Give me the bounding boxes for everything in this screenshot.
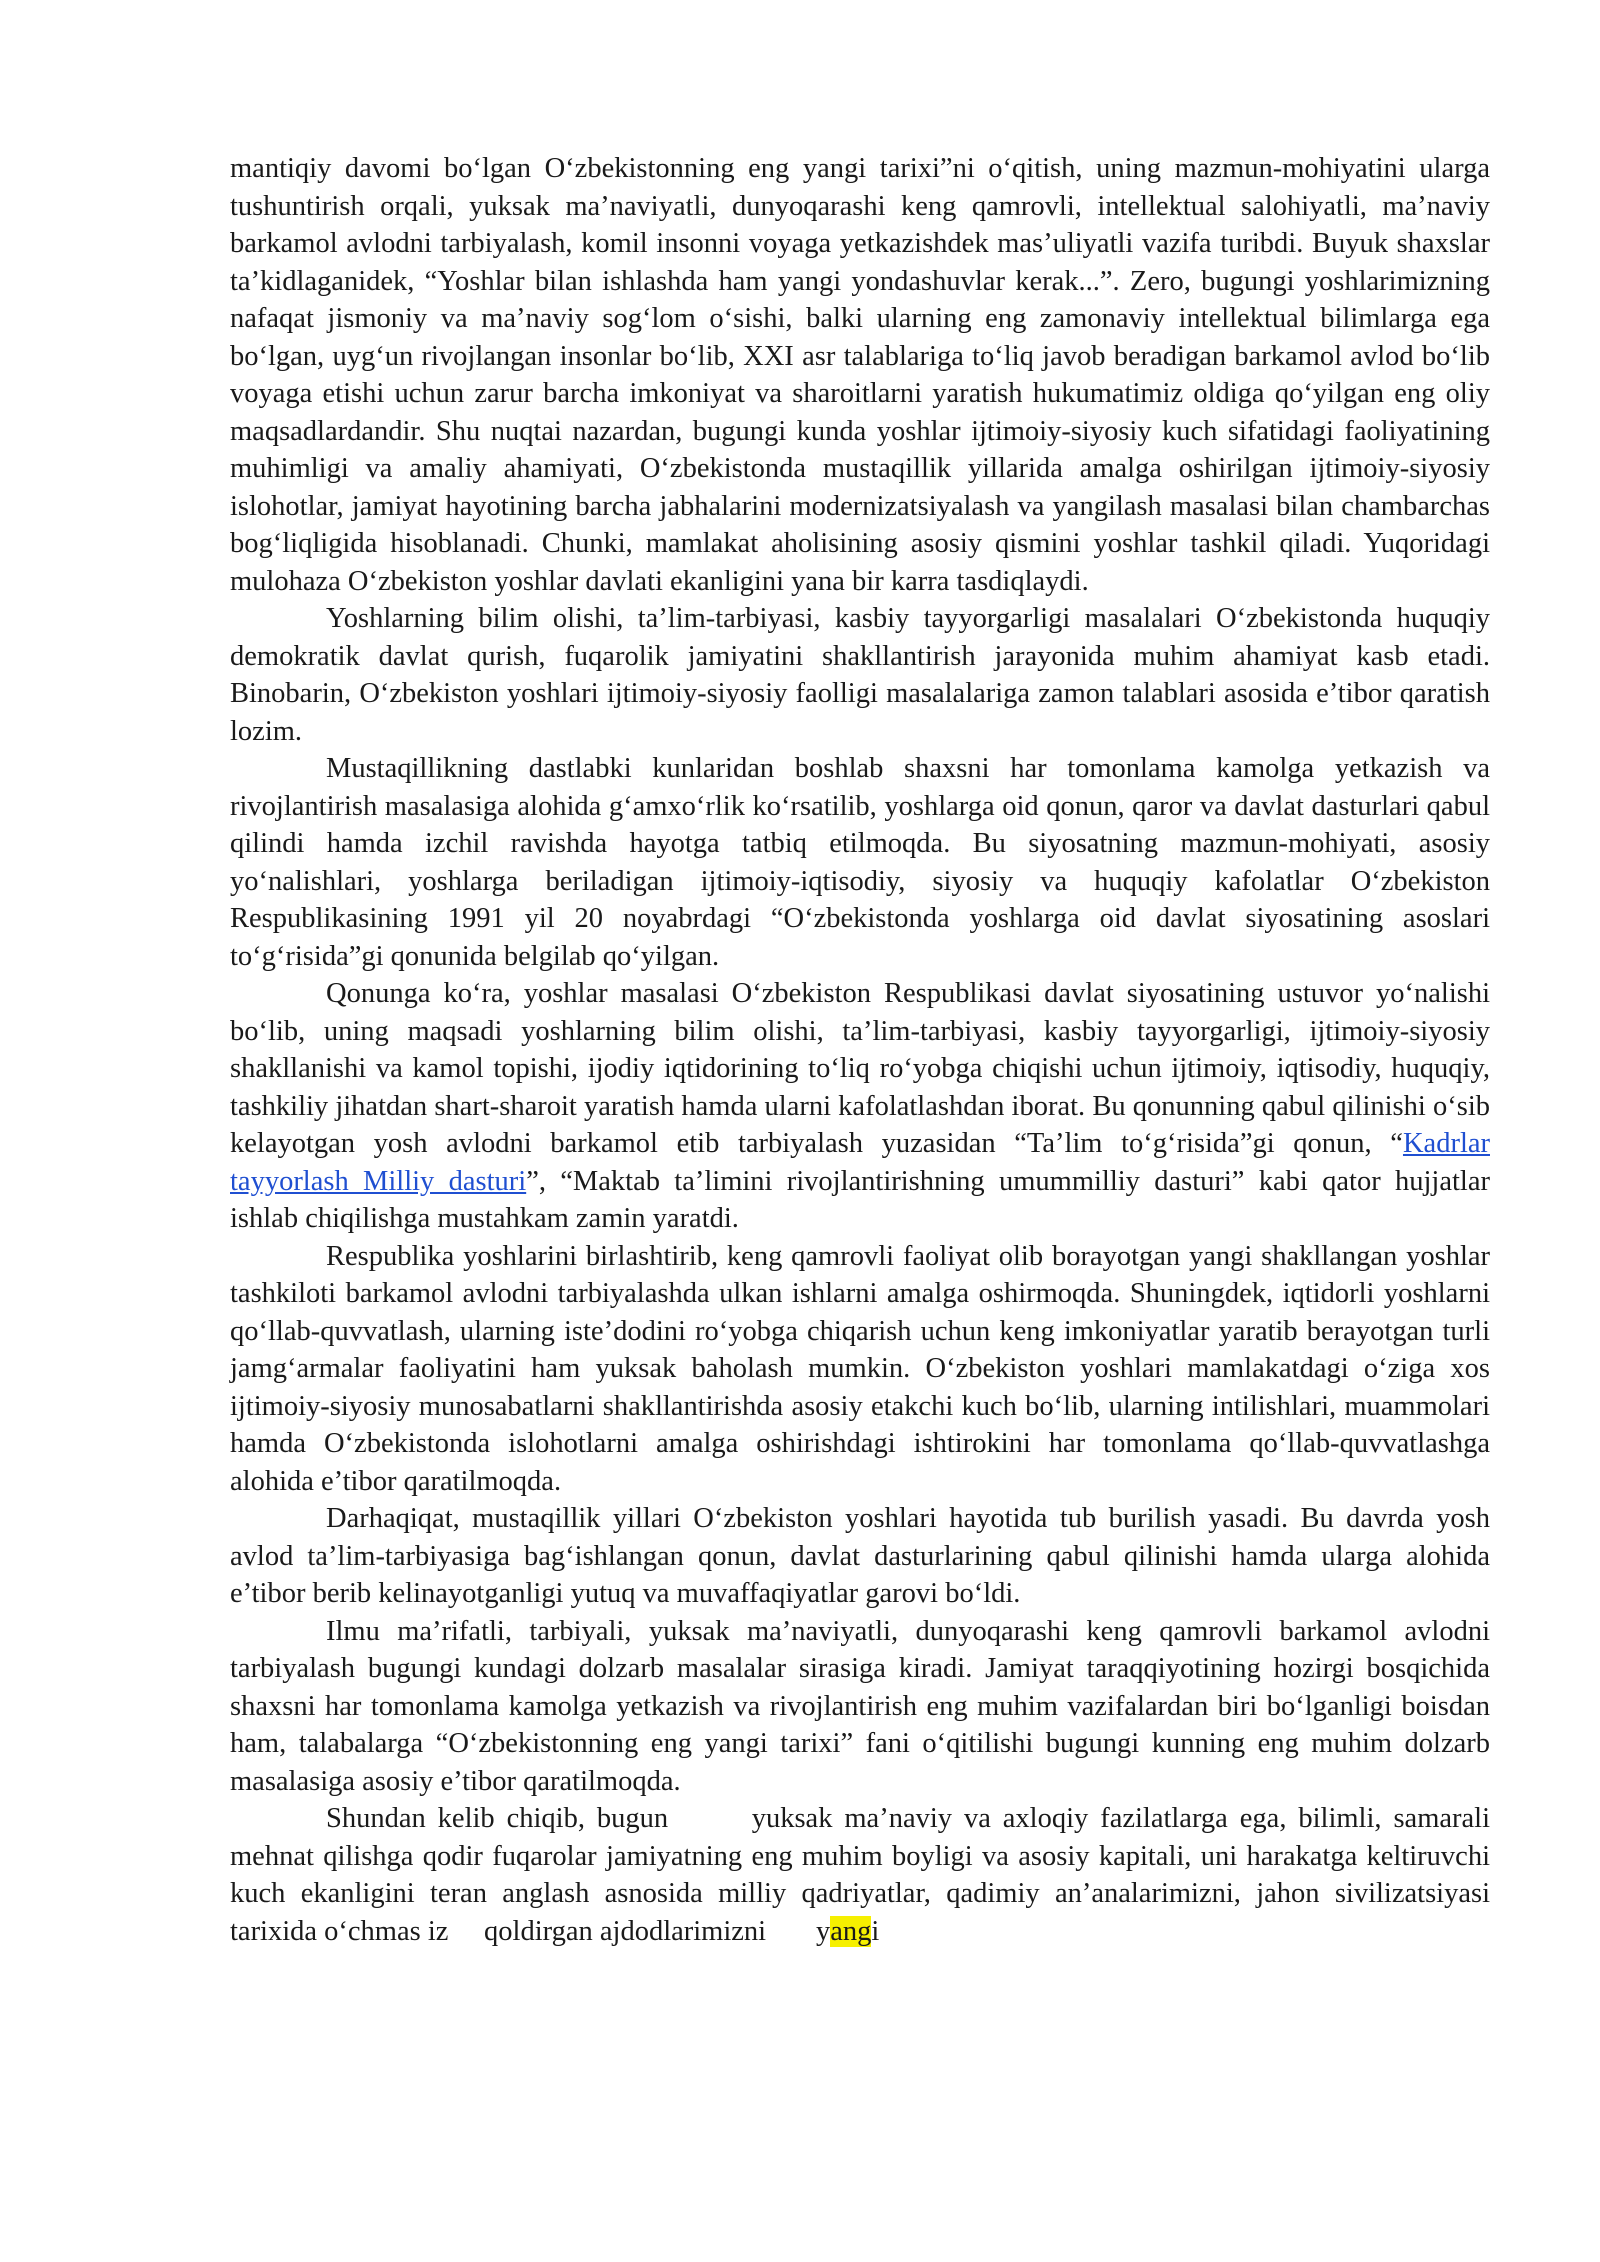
document-page xyxy=(230,150,1490,1950)
paragraph-7: Ilmu ma’rifatli, tarbiyali, yuksak ma’naviyatli, dunyoqarashi keng qamrovli barkamol avlodni tarbiyalash bugungi kundagi dolzarb masalalar sirasiga kiradi. Jamiyat taraqqiyotining hozirgi bosqichida shaxsni har tomonlama kamolga yetkazish va rivojlantirish eng muhim vazifalardan biri bo‘lganligi boisdan ham, talabalarga “O‘zbekistonning eng yangi tarixi” fani o‘qitilishi bugungi kunning eng muhim dolzarb masalasiga asosiy e’tibor qaratilmoqda. xyxy=(230,1615,1490,1797)
highlighted-text: ang xyxy=(830,1915,872,1947)
paragraph-8 xyxy=(230,1800,1490,1950)
paragraph-2: Yoshlarning bilim olishi, ta’lim-tarbiyasi, kasbiy tayyorgarligi masalalari O‘zbekistonda huquqiy demokratik davlat qurish, fuqarolik jamiyatini shakllantirish jarayonida muhim ahamiyat kasb etadi. Binobarin, O‘zbekiston yoshlari ijtimoiy-siyosiy faolligi masalalariga zamon talablari asosida e’tibor qaratish lozim. xyxy=(230,603,1490,747)
paragraph-6: Darhaqiqat, mustaqillik yillari O‘zbekiston yoshlari hayotida tub burilish yasadi. Bu davrda yosh avlod ta’lim-tarbiyasiga bag‘ishlangan qonun, davlat dasturlarining qabul qilinishi hamda ularga alohida e’tibor berib kelinayotganligi yutuq va muvaffaqiyatlar garovi bo‘ldi. xyxy=(230,1503,1490,1609)
paragraph-4-text-before: Qonunga ko‘ra, yoshlar masalasi O‘zbekiston Respublikasi davlat siyosatining ustuvor yo‘nalishi bo‘lib, uning maqsadi yoshlarning bilim olishi, ta’lim-tarbiyasi, kasbiy tayyorgarligi, ijtimoiy-siyosiy shakllanishi va kamol topishi, ijodiy iqtidorining to‘liq ro‘yobga chiqishi uchun ijtimoiy, iqtisodiy, huquqiy, tashkiliy jihatdan shart-sharoit yaratish hamda ularni kafolatlashdan iborat. Bu qonunning qabul qilinishi o‘sib kelayotgan yosh avlodni barkamol etib tarbiyalash yuzasidan “Ta’lim to‘g‘risida”gi qonun, “ xyxy=(230,978,1490,1159)
paragraph-3: Mustaqillikning dastlabki kunlaridan boshlab shaxsni har tomonlama kamolga yetkazish va rivojlantirish masalasiga alohida g‘amxo‘rlik ko‘rsatilib, yoshlarga oid qonun, qaror va davlat dasturlari qabul qilindi hamda izchil ravishda hayotga tatbiq etilmoqda. Bu siyosatning mazmun-mohiyati, asosiy yo‘nalishlari, yoshlarga beriladigan ijtimoiy-iqtisodiy, siyosiy va huquqiy kafolatlar O‘zbekiston Respublikasining 1991 yil 20 noyabrdagi “O‘zbekistonda yoshlarga oid davlat siyosatining asoslari to‘g‘risida”gi qonunida belgilab qo‘yilgan. xyxy=(230,753,1490,972)
kadrlar-dasturi-link[interactable]: Kadrlar tayyorlash Milliy dasturi xyxy=(230,1128,1490,1197)
paragraph-5: Respublika yoshlarini birlashtirib, keng qamrovli faoliyat olib borayotgan yangi shakllangan yoshlar tashkiloti barkamol avlodni tarbiyalashda ulkan ishlarni amalga oshirmoqda. Shuningdek, iqtidorli yoshlarni qo‘llab-quvvatlash, ularning iste’dodini ro‘yobga chiqarish uchun keng imkoniyatlar yaratib berayotgan turli jamg‘armalar faoliyatini ham yuksak baholash mumkin. O‘zbekiston yoshlari mamlakatdagi o‘ziga xos ijtimoiy-siyosiy munosabatlarni shakllantirishda asosiy etakchi kuch bo‘lib, ularning intilishlari, muammolari hamda O‘zbekistonda islohotlarni amalga oshirishdagi ishtirokini har tomonlama qo‘llab-quvvatlashga alohida e’tibor qaratilmoqda. xyxy=(230,1240,1490,1497)
paragraph-1: mantiqiy davomi bo‘lgan O‘zbekistonning eng yangi tarixi”ni o‘qitish, uning mazmun-mohiyatini ularga tushuntirish orqali, yuksak ma’naviyatli, dunyoqarashi keng qamrovli, intellektual salohiyatli, ma’naviy barkamol avlodni tarbiyalash, komil insonni voyaga yetkazishdek mas’uliyatli vazifa turibdi. Buyuk shaxslar ta’kidlaganidek, “Yoshlar bilan ishlashda ham yangi yondashuvlar kerak...”. Zero, bugungi yoshlarimizning nafaqat jismoniy va ma’naviy sog‘lom o‘sishi, balki ularning eng zamonaviy intellektual bilimlarga ega bo‘lgan, uyg‘un rivojlangan insonlar bo‘lib, XXI asr talablariga to‘liq javob beradigan barkamol avlod bo‘lib voyaga etishi uchun zarur barcha imkoniyat va sharoitlarni yaratish hukumatimiz oldiga qo‘yilgan eng oliy maqsadlardandir. Shu nuqtai nazardan, bugungi kunda yoshlar ijtimoiy-siyosiy kuch sifatidagi faoliyatining muhimligi va amaliy ahamiyati, O‘zbekistonda mustaqillik yillarida amalga oshirilgan ijtimoiy-siyosiy islohotlar, jamiyat hayotining barcha jabhalarini modernizatsiyalash va yangilash masalasi bilan chambarchas bog‘liqligida hisoblanadi. Chunki, mamlakat aholisining asosiy qismini yoshlar tashkil qiladi. Yuqoridagi mulohaza O‘zbekiston yoshlar davlati ekanligini yana bir karra tasdiqlaydi. xyxy=(230,153,1490,597)
paragraph-8-text: Shundan kelib chiqib, bugun yuksak ma’naviy va axloqiy fazilatlarga ega, bilimli, samarali mehnat qilishga qodir fuqarolar jamiyatning eng muhim boyligi va asosiy kapitali, uni harakatga keltiruvchi kuch ekanligini teran anglash asnosida milliy qadriyatlar, qadimiy an’analarimizni, jahon sivilizatsiyasi tarixida o‘chmas iz qoldirgan ajdodlarimizni y xyxy=(230,1803,1490,1947)
paragraph-4-text-after: ”, “Maktab ta’limini rivojlantirishning umummilliy dasturi” kabi qator hujjatlar ishlab chiqilishga mustahkam zamin yaratdi. xyxy=(230,1165,1490,1234)
paragraph-4 xyxy=(230,975,1490,1238)
paragraph-8-tail: i xyxy=(871,1915,880,1947)
